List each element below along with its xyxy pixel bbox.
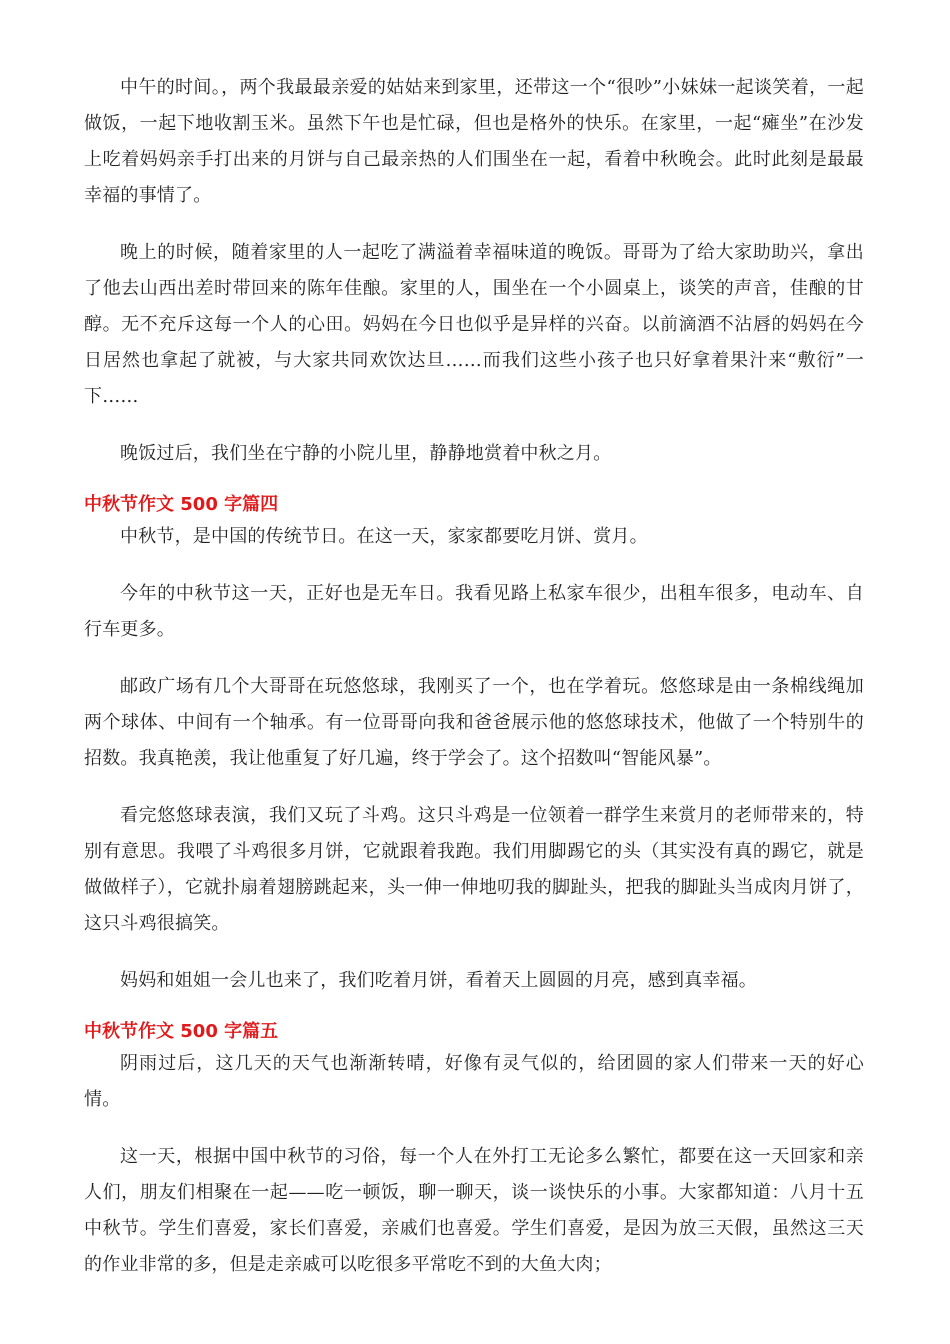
paragraph-car-free-day: 今年的中秋节这一天，正好也是无车日。我看见路上私家车很少，出租车很多，电动车、自行车更多。 — [84, 583, 864, 640]
paragraph-customs: 这一天，根据中国中秋节的习俗，每一个人在外打工无论多么繁忙，都要在这一天回家和亲人们，朋友们相聚在一起——吃一顿饭，聊一聊天，谈一谈快乐的小事。大家都知道：八月十五中秋节。学生们喜爱，家长们喜爱，亲戚们也喜爱。学生们喜爱，是因为放三天假，虽然这三天的作业非常的多，但是走亲戚可以吃很多平常吃不到的大鱼大肉； — [84, 1146, 864, 1275]
essay-heading-five: 中秋节作文 500 字篇五 — [84, 1021, 279, 1042]
paragraph-yoyo: 邮政广场有几个大哥哥在玩悠悠球，我刚买了一个，也在学着玩。悠悠球是由一条棉线绳加两个球体、中间有一个轴承。有一位哥哥向我和爸爸展示他的悠悠球技术，他做了一个特别牛的招数。我真艳羡，我让他重复了好几遍，终于学会了。这个招数叫“智能风暴”。 — [84, 676, 864, 769]
paragraph-weather: 阴雨过后，这几天的天气也渐渐转晴，好像有灵气似的，给团圆的家人们带来一天的好心情。 — [84, 1053, 864, 1110]
document-page — [84, 70, 864, 1304]
paragraph-after-dinner: 晚饭过后，我们坐在宁静的小院儿里，静静地赏着中秋之月。 — [120, 443, 612, 464]
paragraph-fighting-rooster: 看完悠悠球表演，我们又玩了斗鸡。这只斗鸡是一位领着一群学生来赏月的老师带来的，特别有意思。我喂了斗鸡很多月饼，它就跟着我跑。我们用脚踢它的头（其实没有真的踢它，就是做做样子），它就扑扇着翅膀跳起来，头一伸一伸地叨我的脚趾头，把我的脚趾头当成肉月饼了，这只斗鸡很搞笑。 — [84, 805, 864, 934]
paragraph-evening-dinner: 晚上的时候，随着家里的人一起吃了满溢着幸福味道的晚饭。哥哥为了给大家助助兴，拿出了他去山西出差时带回来的陈年佳酿。家里的人，围坐在一个小圆桌上，谈笑的声音，佳酿的甘醇。无不充斥这每一个人的心田。妈妈在今日也似乎是异样的兴奋。以前滴酒不沾唇的妈妈在今日居然也拿起了就被，与大家共同欢饮达旦……而我们这些小孩子也只好拿着果汁来“敷衍”一下…… — [84, 242, 864, 407]
essay-heading-four: 中秋节作文 500 字篇四 — [84, 494, 279, 515]
paragraph-noon-aunts: 中午的时间。，两个我最最亲爱的姑姑来到家里，还带这一个“很吵”小妹妹一起谈笑着，一起做饭，一起下地收割玉米。虽然下午也是忙碌，但也是格外的快乐。在家里，一起“瘫坐”在沙发上吃着妈妈亲手打出来的月饼与自己最亲热的人们围坐在一起，看着中秋晚会。此时此刻是最最幸福的事情了。 — [84, 77, 864, 206]
paragraph-family-moon: 妈妈和姐姐一会儿也来了，我们吃着月饼，看着天上圆圆的月亮，感到真幸福。 — [120, 970, 757, 991]
paragraph-festival-intro: 中秋节，是中国的传统节日。在这一天，家家都要吃月饼、赏月。 — [120, 526, 648, 547]
